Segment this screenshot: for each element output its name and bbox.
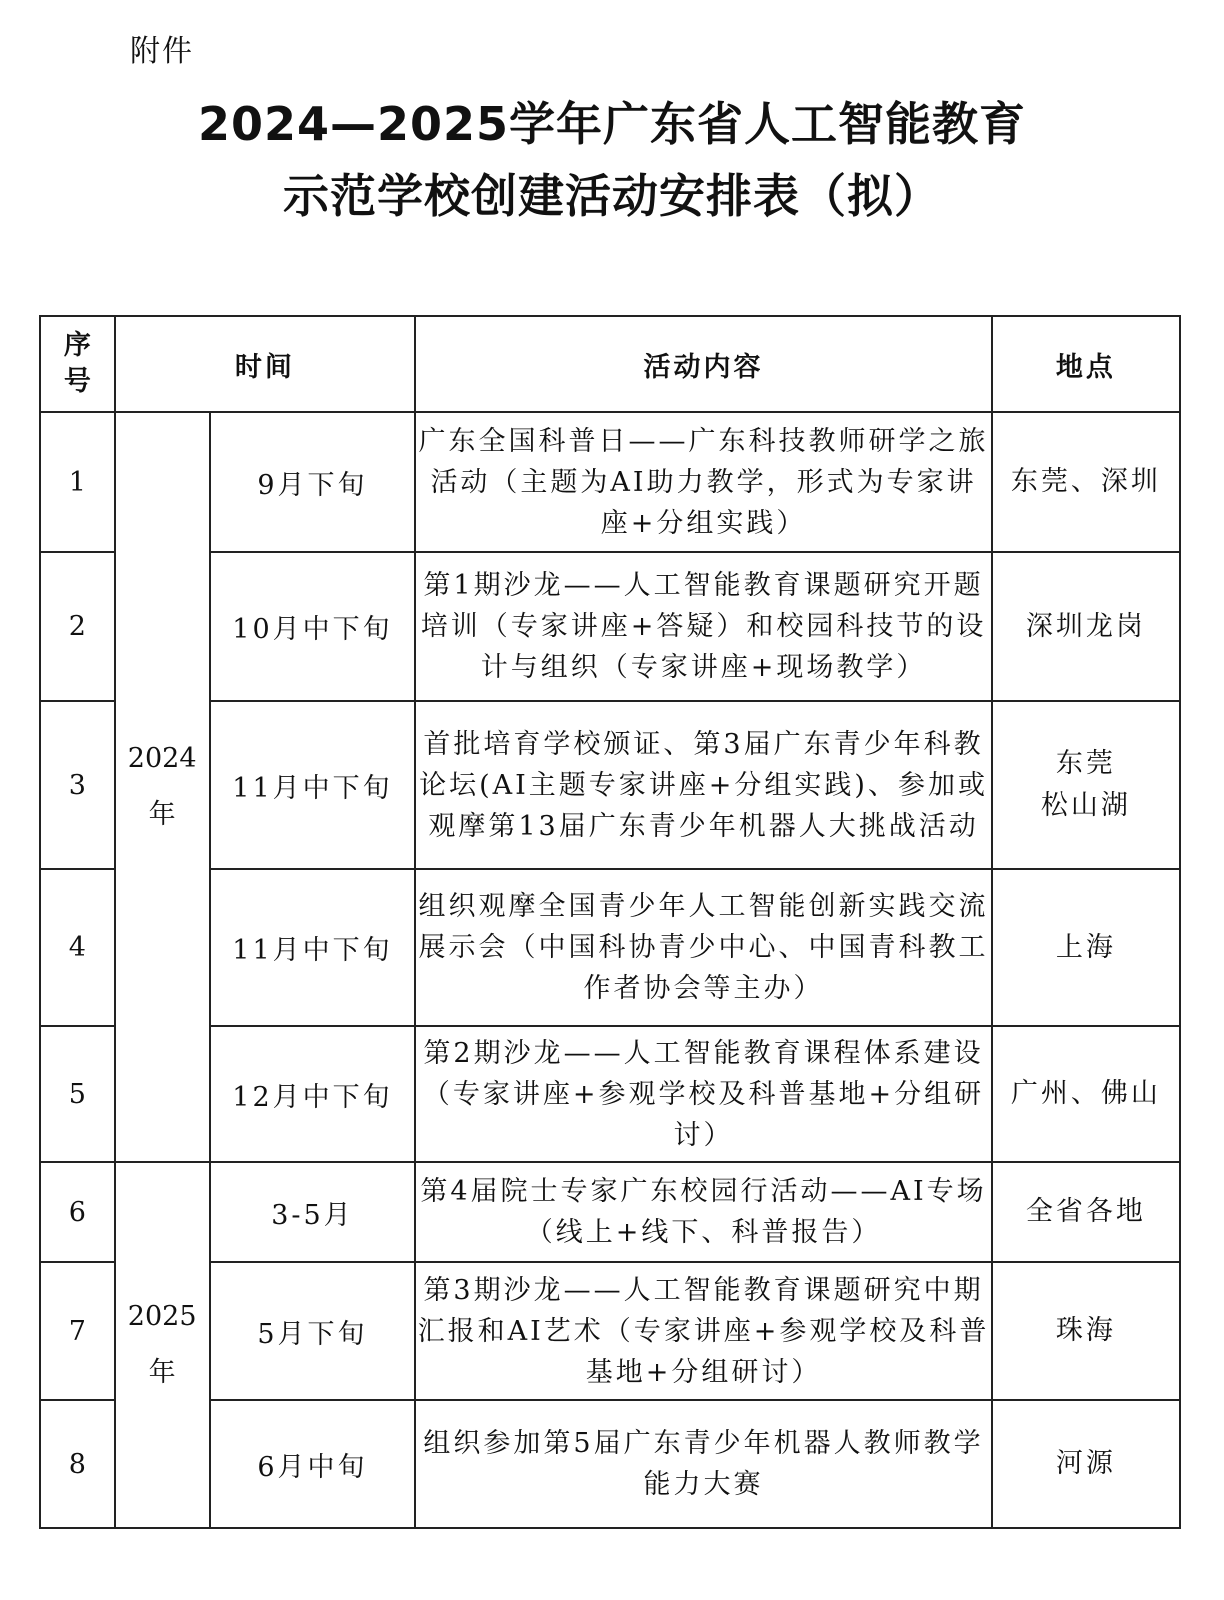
row-content: 第3期沙龙——人工智能教育课题研究中期汇报和AI艺术（专家讲座+参观学校及科普基地+分组研讨） <box>415 1262 992 1400</box>
row-seq: 6 <box>40 1162 115 1262</box>
row-location <box>992 869 1180 1026</box>
location-line-1: 东莞 <box>1055 748 1116 779</box>
location-line-1: 东莞、深圳 <box>1010 466 1161 497</box>
location-line-1: 全省各地 <box>1025 1196 1146 1227</box>
year-cell-2025 <box>115 1162 210 1528</box>
location-line-1: 河源 <box>1055 1448 1116 1479</box>
year-suffix: 年 <box>148 1357 176 1388</box>
row-time: 9月下旬 <box>210 412 416 552</box>
row-time: 12月中下旬 <box>210 1026 416 1162</box>
title-line-2: 示范学校创建活动安排表（拟） <box>283 169 941 223</box>
row-content: 第4届院士专家广东校园行活动——AI专场（线上+线下、科普报告） <box>415 1162 992 1262</box>
row-seq: 3 <box>40 701 115 869</box>
document-title <box>0 88 1224 232</box>
row-time: 3-5月 <box>210 1162 416 1262</box>
row-seq: 8 <box>40 1400 115 1528</box>
header-content: 活动内容 <box>415 316 992 412</box>
title-line-1: 2024—2025学年广东省人工智能教育 <box>197 97 1027 151</box>
header-location: 地点 <box>992 316 1180 412</box>
row-content: 第2期沙龙——人工智能教育课程体系建设（专家讲座+参观学校及科普基地+分组研讨） <box>415 1026 992 1162</box>
row-time: 10月中下旬 <box>210 552 416 701</box>
row-seq: 1 <box>40 412 115 552</box>
location-line-1: 深圳龙岗 <box>1025 610 1146 642</box>
row-content: 广东全国科普日——广东科技教师研学之旅活动（主题为AI助力教学，形式为专家讲座+分组实践） <box>415 412 992 552</box>
row-seq: 4 <box>40 869 115 1026</box>
schedule-table <box>39 315 1181 1529</box>
row-time: 6月中旬 <box>210 1400 416 1528</box>
year-suffix: 年 <box>148 799 176 830</box>
row-content: 第1期沙龙——人工智能教育课题研究开题培训（专家讲座+答疑）和校园科技节的设计与组织（专家讲座+现场教学） <box>415 552 992 701</box>
row-location <box>992 1400 1180 1528</box>
year-number: 2024 <box>127 743 197 774</box>
table-row <box>40 1026 1180 1162</box>
year-number: 2025 <box>127 1301 197 1332</box>
location-line-1: 珠海 <box>1055 1315 1116 1346</box>
row-content: 首批培育学校颁证、第3届广东青少年科教论坛(AI主题专家讲座+分组实践)、参加或观摩第13届广东青少年机器人大挑战活动 <box>415 701 992 869</box>
year-cell-2024 <box>115 412 210 1162</box>
header-seq-line-2: 号 <box>63 366 91 397</box>
attachment-label: 附件 <box>130 34 194 69</box>
table-row <box>40 412 1180 552</box>
row-seq: 2 <box>40 552 115 701</box>
header-time: 时间 <box>115 316 416 412</box>
location-line-1: 上海 <box>1055 931 1116 963</box>
row-seq: 5 <box>40 1026 115 1162</box>
table-row <box>40 869 1180 1026</box>
row-location <box>992 1026 1180 1162</box>
row-time: 5月下旬 <box>210 1262 416 1400</box>
table-row <box>40 1262 1180 1400</box>
header-seq-line-1: 序 <box>63 330 91 361</box>
table-row <box>40 552 1180 701</box>
header-row <box>40 316 1180 412</box>
row-content: 组织观摩全国青少年人工智能创新实践交流展示会（中国科协青少中心、中国青科教工作者协会等主办） <box>415 869 992 1026</box>
row-location <box>992 701 1180 869</box>
table-row <box>40 1400 1180 1528</box>
header-seq <box>40 316 115 412</box>
table-row <box>40 1162 1180 1262</box>
row-time: 11月中下旬 <box>210 701 416 869</box>
row-location <box>992 552 1180 701</box>
row-content: 组织参加第5届广东青少年机器人教师教学能力大赛 <box>415 1400 992 1528</box>
row-seq: 7 <box>40 1262 115 1400</box>
row-location <box>992 1262 1180 1400</box>
table-row <box>40 701 1180 869</box>
row-location <box>992 412 1180 552</box>
row-time: 11月中下旬 <box>210 869 416 1026</box>
location-line-1: 广州、佛山 <box>1010 1078 1161 1109</box>
row-location <box>992 1162 1180 1262</box>
location-line-2: 松山湖 <box>1040 790 1131 821</box>
